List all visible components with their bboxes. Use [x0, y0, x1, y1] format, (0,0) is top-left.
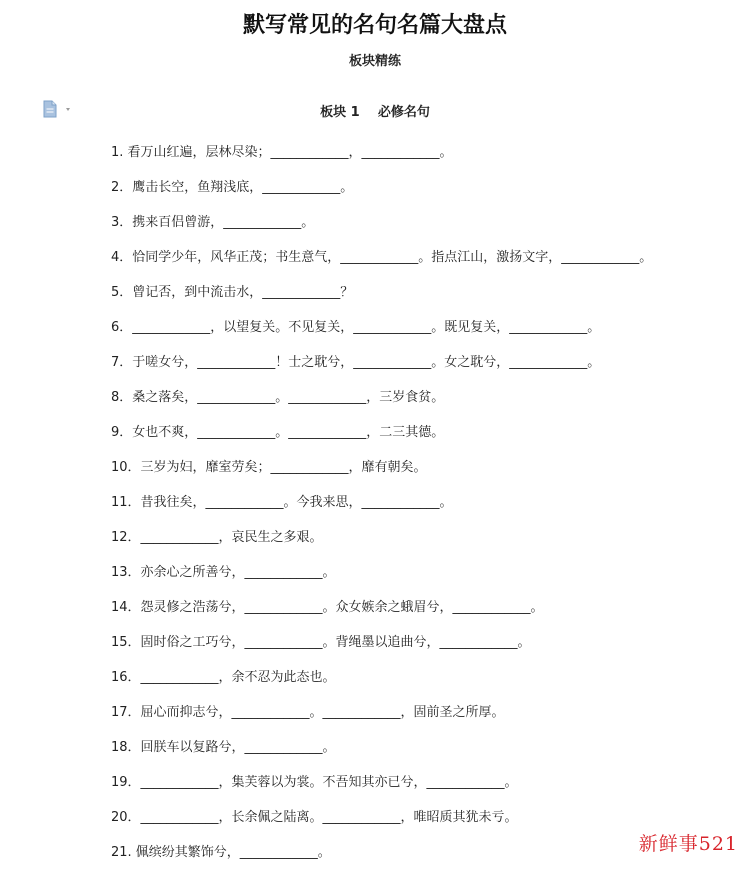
question-item: 6．____________，以望复关。不见复关，____________。既见复关，____________。	[111, 320, 601, 335]
question-item: 7．于嗟女兮，____________！士之耽兮，____________。女之耽兮，____________。	[111, 355, 601, 370]
document-subtitle: 板块精练	[348, 54, 401, 69]
question-item: 14．怨灵修之浩荡兮，____________。众女嫉余之蛾眉兮，____________。	[111, 600, 544, 615]
question-item: 12．____________，哀民生之多艰。	[111, 530, 323, 545]
question-item: 8．桑之落矣，____________。____________，三岁食贫。	[111, 390, 445, 405]
question-item: 19．____________，集芙蓉以为裳。不吾知其亦已兮，____________。	[111, 775, 518, 790]
question-item: 15．固时俗之工巧兮，____________。背绳墨以追曲兮，____________。	[111, 635, 531, 650]
question-item: 2．鹰击长空，鱼翔浅底，____________。	[111, 180, 354, 195]
question-item: 20．____________，长余佩之陆离。____________，唯昭质其犹未亏。	[111, 810, 518, 825]
question-item: 4．恰同学少年，风华正茂；书生意气，____________。指点江山，激扬文字，____________。	[111, 250, 653, 265]
watermark: 新鲜事521	[638, 833, 738, 855]
question-item: 5．曾记否，到中流击水，____________？	[111, 285, 354, 300]
question-item: 17．屈心而抑志兮，____________。____________，固前圣之所厚。	[111, 705, 505, 720]
question-item: 3．携来百侣曾游，____________。	[111, 215, 315, 230]
question-item: 18．回朕车以复路兮，____________。	[111, 740, 336, 755]
question-list	[111, 143, 731, 878]
question-item: 9．女也不爽，____________。____________，二三其德。	[111, 425, 445, 440]
question-item: 10．三岁为妇，靡室劳矣；____________，靡有朝矣。	[111, 460, 427, 475]
question-item: 11．昔我往矣，____________。今我来思，____________。	[111, 495, 453, 510]
question-item: 13．亦余心之所善兮，____________。	[111, 565, 336, 580]
question-item: 16．____________，余不忍为此态也。	[111, 670, 336, 685]
document-title: 默写常见的名句名篇大盘点	[242, 13, 507, 38]
section-heading: 板块 1 必修名句	[320, 105, 430, 120]
question-item: 1. 看万山红遍，层林尽染；____________，____________。	[111, 145, 453, 160]
question-item: 21. 佩缤纷其繁饰兮，____________。	[111, 845, 331, 860]
